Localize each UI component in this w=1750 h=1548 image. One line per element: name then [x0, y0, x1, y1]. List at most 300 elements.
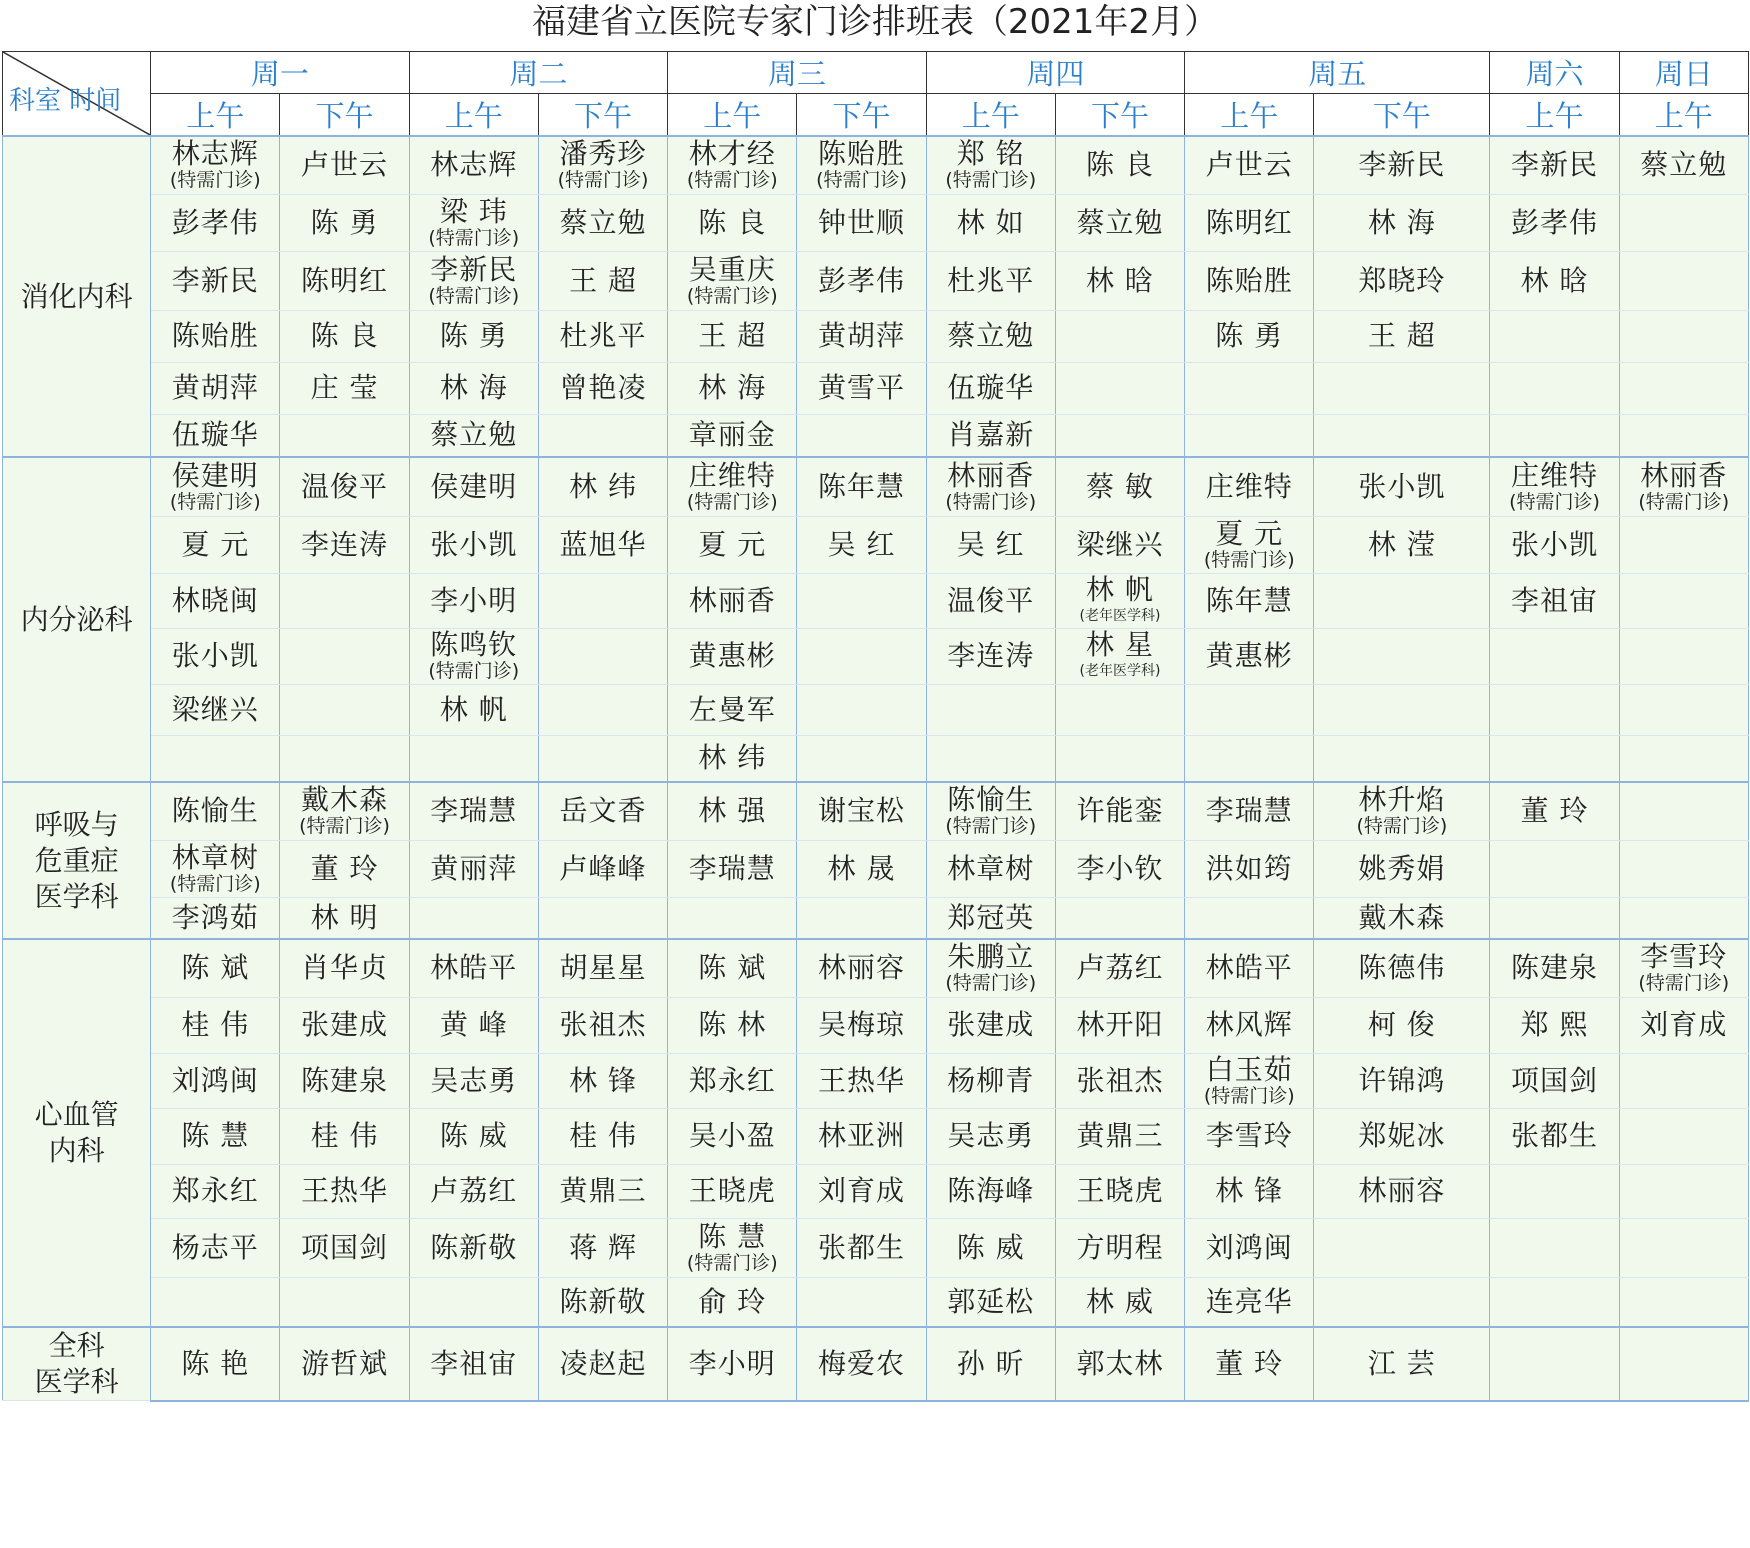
doctor-name: 桂 伟: [310, 1119, 379, 1152]
doctor-name: 刘育成: [817, 1174, 905, 1207]
schedule-row: [3, 136, 1749, 194]
clinic-note: (特需门诊): [686, 1251, 778, 1274]
doctor-cell: [668, 840, 797, 897]
doctor-name: 伍璇华: [171, 418, 259, 452]
doctor-cell: [1055, 1277, 1184, 1327]
doctor-cell: [1055, 516, 1184, 573]
doctor-name: 吴志勇: [430, 1063, 518, 1097]
doctor-cell: [668, 628, 797, 684]
doctor-cell: [409, 782, 538, 840]
doctor-name: 李祖宙: [430, 1346, 518, 1380]
doctor-cell: [1619, 573, 1748, 628]
doctor-cell: [797, 1277, 926, 1327]
doctor-cell: [409, 840, 538, 897]
doctor-name: 郑永红: [171, 1174, 259, 1207]
doctor-name: 陈建泉: [1511, 951, 1599, 985]
doctor-cell: [1619, 1277, 1748, 1327]
doctor-name: 张建成: [947, 1008, 1035, 1041]
doctor-name: 林 晗: [1086, 263, 1154, 297]
schedule-row: [3, 684, 1749, 735]
doctor-cell: [797, 457, 926, 516]
doctor-name: 伍璇华: [947, 371, 1035, 404]
doctor-cell: [1619, 136, 1748, 194]
doctor-name: 陈新敬: [559, 1284, 647, 1318]
doctor-cell: [797, 194, 926, 251]
doctor-cell: [151, 939, 280, 997]
doctor-name: 杜兆平: [559, 319, 647, 352]
doctor-cell: [1314, 684, 1490, 735]
doctor-name: 王 超: [698, 319, 767, 352]
doctor-name: 董 玲: [310, 851, 379, 885]
doctor-cell: [1490, 840, 1619, 897]
clinic-note: (特需门诊): [428, 284, 520, 307]
doctor-name: 李瑞慧: [1205, 794, 1293, 828]
doctor-name: 林 明: [310, 900, 379, 934]
doctor-name: 白玉茹: [1205, 1053, 1293, 1086]
doctor-name: 李鸿茹: [171, 900, 259, 934]
doctor-name: 夏 元: [698, 527, 767, 561]
doctor-name: 林 帆: [439, 692, 508, 726]
doctor-cell: [1619, 1164, 1748, 1218]
corner-label: [9, 80, 121, 117]
doctor-cell: [538, 136, 667, 194]
doctor-cell: [797, 684, 926, 735]
doctor-cell: [1185, 251, 1314, 310]
doctor-cell: [1055, 1218, 1184, 1277]
doctor-cell: [151, 414, 280, 457]
doctor-name: 吴 红: [956, 527, 1025, 561]
clinic-note: (特需门诊): [557, 169, 649, 192]
doctor-cell: [409, 516, 538, 573]
doctor-name: 姚秀娟: [1358, 851, 1446, 885]
doctor-cell: [280, 1053, 409, 1108]
doctor-name: 林 锋: [569, 1063, 637, 1097]
doctor-name: 陈 勇: [439, 319, 508, 352]
doctor-cell: [409, 136, 538, 194]
doctor-cell: [409, 251, 538, 310]
doctor-name: 陈贻胜: [1205, 263, 1293, 297]
doctor-cell: [1314, 516, 1490, 573]
doctor-cell: [280, 782, 409, 840]
clinic-note: (特需门诊): [686, 284, 778, 307]
doctor-cell: [1619, 897, 1748, 939]
doctor-cell: [1490, 1164, 1619, 1218]
doctor-cell: [1619, 782, 1748, 840]
doctor-name: 陈 良: [310, 319, 379, 352]
doctor-cell: [1619, 310, 1748, 362]
doctor-cell: [1185, 194, 1314, 251]
schedule-table: [2, 51, 1749, 1402]
doctor-cell: [1619, 628, 1748, 684]
doctor-name: 陈 慧: [698, 1219, 767, 1253]
doctor-cell: [797, 573, 926, 628]
doctor-cell: [151, 310, 280, 362]
doctor-name: 温俊平: [947, 583, 1035, 617]
doctor-cell: [1314, 1108, 1490, 1164]
doctor-name: 陈年慧: [817, 469, 905, 503]
doctor-name: 张小凯: [171, 639, 259, 672]
doctor-cell: [1314, 414, 1490, 457]
doctor-cell: [1314, 840, 1490, 897]
doctor-cell: [280, 516, 409, 573]
doctor-cell: [1314, 310, 1490, 362]
doctor-cell: [1055, 310, 1184, 362]
doctor-cell: [668, 251, 797, 310]
doctor-name: 林风辉: [1205, 1008, 1293, 1041]
doctor-name: 林 锋: [1215, 1174, 1284, 1207]
doctor-name: 卢荔红: [1076, 951, 1164, 985]
doctor-cell: [1314, 573, 1490, 628]
session-header: 下午: [280, 94, 409, 137]
corner-time-label: 时间: [69, 86, 122, 116]
doctor-cell: [280, 194, 409, 251]
clinic-note: (特需门诊): [1638, 490, 1730, 513]
doctor-cell: [797, 310, 926, 362]
doctor-name: 张小凯: [1511, 527, 1599, 561]
doctor-name: 张都生: [1511, 1119, 1599, 1152]
doctor-name: 林 纬: [569, 469, 637, 503]
doctor-cell: [538, 997, 667, 1053]
doctor-cell: [538, 573, 667, 628]
doctor-cell: [668, 1277, 797, 1327]
doctor-cell: [926, 1108, 1055, 1164]
doctor-name: 陈明红: [301, 263, 389, 297]
doctor-cell: [538, 1108, 667, 1164]
doctor-cell: [1314, 628, 1490, 684]
doctor-cell: [1055, 136, 1184, 194]
clinic-note: (特需门诊): [945, 490, 1037, 513]
doctor-name: 吴志勇: [947, 1119, 1035, 1152]
doctor-cell: [151, 628, 280, 684]
doctor-name: 李小明: [688, 1346, 776, 1380]
doctor-cell: [926, 1164, 1055, 1218]
clinic-note: (特需门诊): [428, 226, 520, 249]
day-header: 周日: [1619, 52, 1748, 94]
doctor-name: 张都生: [817, 1230, 905, 1264]
doctor-cell: [280, 1218, 409, 1277]
session-header: 上午: [1185, 94, 1314, 137]
doctor-cell: [1185, 457, 1314, 516]
doctor-cell: [1619, 1218, 1748, 1277]
doctor-name: 庄 莹: [310, 371, 379, 404]
doctor-cell: [668, 573, 797, 628]
doctor-cell: [926, 1327, 1055, 1401]
doctor-cell: [1055, 457, 1184, 516]
doctor-cell: [1055, 194, 1184, 251]
schedule-row: [3, 516, 1749, 573]
doctor-cell: [151, 1108, 280, 1164]
clinic-note: (特需门诊): [1638, 972, 1730, 995]
doctor-cell: [1055, 251, 1184, 310]
doctor-cell: [538, 1277, 667, 1327]
schedule-title: 福建省立医院专家门诊排班表（2021年2月）: [531, 2, 1219, 42]
doctor-name: 郑 熙: [1520, 1008, 1589, 1041]
doctor-cell: [1490, 735, 1619, 782]
doctor-name: 吴重庆: [688, 252, 776, 286]
doctor-cell: [151, 782, 280, 840]
doctor-cell: [538, 251, 667, 310]
clinic-note: (特需门诊): [816, 169, 907, 192]
doctor-cell: [1055, 782, 1184, 840]
doctor-name: 李瑞慧: [430, 794, 518, 828]
doctor-cell: [797, 897, 926, 939]
doctor-cell: [668, 1108, 797, 1164]
doctor-cell: [1185, 310, 1314, 362]
schedule-row: [3, 782, 1749, 840]
doctor-cell: [409, 573, 538, 628]
doctor-cell: [151, 362, 280, 414]
doctor-name: 林 威: [1086, 1284, 1154, 1318]
doctor-cell: [1314, 782, 1490, 840]
doctor-name: 张建成: [301, 1008, 389, 1041]
doctor-name: 陈 威: [439, 1119, 508, 1152]
doctor-cell: [1185, 782, 1314, 840]
doctor-cell: [1055, 414, 1184, 457]
doctor-cell: [409, 1327, 538, 1401]
doctor-cell: [1619, 684, 1748, 735]
day-header: 周六: [1490, 52, 1619, 94]
schedule-row: [3, 840, 1749, 897]
doctor-cell: [1490, 1218, 1619, 1277]
doctor-cell: [797, 782, 926, 840]
doctor-cell: [926, 997, 1055, 1053]
doctor-name: 左曼军: [688, 692, 776, 726]
doctor-cell: [1314, 939, 1490, 997]
doctor-cell: [151, 457, 280, 516]
doctor-cell: [1055, 735, 1184, 782]
doctor-cell: [151, 1218, 280, 1277]
session-header: 下午: [1314, 94, 1490, 137]
doctor-name: 彭孝伟: [1511, 205, 1599, 239]
doctor-name: 张祖杰: [1076, 1063, 1164, 1097]
day-header: 周二: [409, 52, 667, 94]
doctor-cell: [1055, 362, 1184, 414]
doctor-name: 蔡立勉: [430, 418, 518, 452]
doctor-cell: [1314, 136, 1490, 194]
doctor-name: 章丽金: [688, 418, 776, 452]
doctor-name: 郭延松: [947, 1284, 1035, 1318]
doctor-name: 卢峰峰: [559, 851, 647, 885]
doctor-cell: [538, 782, 667, 840]
doctor-name: 朱鹏立: [947, 940, 1035, 974]
doctor-cell: [668, 516, 797, 573]
doctor-name: 黄雪平: [817, 371, 905, 404]
doctor-name: 陈 艳: [181, 1346, 250, 1380]
doctor-cell: [797, 840, 926, 897]
doctor-name: 李祖宙: [1511, 583, 1599, 617]
doctor-cell: [1619, 997, 1748, 1053]
doctor-cell: [538, 939, 667, 997]
doctor-name: 陈新敬: [430, 1230, 518, 1264]
doctor-cell: [409, 194, 538, 251]
doctor-name: 李瑞慧: [688, 851, 776, 885]
clinic-note: (特需门诊): [686, 490, 778, 513]
doctor-cell: [1185, 1327, 1314, 1401]
doctor-name: 林志辉: [171, 137, 259, 171]
doctor-name: 项国剑: [1511, 1063, 1599, 1097]
doctor-cell: [1055, 997, 1184, 1053]
header-corner: [3, 52, 151, 137]
doctor-cell: [926, 684, 1055, 735]
doctor-cell: [1055, 1164, 1184, 1218]
clinic-note: (特需门诊): [1509, 490, 1600, 513]
doctor-cell: [1185, 735, 1314, 782]
doctor-cell: [280, 939, 409, 997]
doctor-name: 林 海: [439, 371, 508, 404]
schedule-row: [3, 897, 1749, 939]
doctor-cell: [1490, 251, 1619, 310]
doctor-cell: [409, 735, 538, 782]
doctor-name: 李新民: [1358, 148, 1446, 182]
doctor-name: 林 海: [698, 371, 767, 404]
doctor-name: 林 纬: [698, 741, 767, 775]
doctor-cell: [1490, 310, 1619, 362]
doctor-name: 林 滢: [1367, 527, 1436, 561]
doctor-name: 连亮华: [1205, 1284, 1293, 1318]
doctor-name: 李雪玲: [1640, 940, 1728, 974]
doctor-cell: [1185, 1218, 1314, 1277]
doctor-cell: [668, 782, 797, 840]
doctor-cell: [668, 457, 797, 516]
doctor-name: 夏 元: [1215, 516, 1284, 550]
doctor-name: 陈 斌: [181, 951, 250, 985]
doctor-cell: [926, 362, 1055, 414]
doctor-name: 林丽香: [688, 583, 776, 617]
doctor-cell: [668, 684, 797, 735]
doctor-cell: [280, 1108, 409, 1164]
doctor-cell: [668, 1053, 797, 1108]
doctor-cell: [1055, 684, 1184, 735]
doctor-cell: [151, 251, 280, 310]
doctor-name: 陈海峰: [947, 1174, 1035, 1207]
schedule-row: [3, 194, 1749, 251]
doctor-cell: [1055, 573, 1184, 628]
doctor-cell: [1185, 897, 1314, 939]
doctor-cell: [538, 362, 667, 414]
doctor-name: 陈年慧: [1205, 583, 1293, 617]
doctor-cell: [1185, 136, 1314, 194]
doctor-name: 梁继兴: [171, 692, 259, 726]
doctor-cell: [151, 684, 280, 735]
doctor-name: 陈 勇: [310, 205, 379, 239]
doctor-cell: [280, 1327, 409, 1401]
doctor-cell: [1619, 840, 1748, 897]
doctor-cell: [926, 1053, 1055, 1108]
doctor-name: 陈愉生: [171, 794, 259, 828]
doctor-name: 王晓虎: [1076, 1174, 1164, 1207]
doctor-cell: [538, 194, 667, 251]
schedule-row: [3, 1053, 1749, 1108]
doctor-cell: [1490, 782, 1619, 840]
doctor-cell: [409, 1053, 538, 1108]
doctor-name: 黄胡萍: [817, 319, 905, 352]
doctor-name: 洪如筠: [1205, 851, 1293, 885]
doctor-cell: [538, 414, 667, 457]
doctor-cell: [797, 136, 926, 194]
doctor-name: 李连涛: [301, 527, 389, 561]
doctor-name: 林皓平: [430, 951, 518, 985]
doctor-cell: [1490, 1277, 1619, 1327]
doctor-name: 李新民: [1511, 148, 1599, 182]
doctor-cell: [797, 516, 926, 573]
doctor-cell: [151, 194, 280, 251]
clinic-note: (特需门诊): [945, 972, 1037, 995]
doctor-name: 林志辉: [430, 148, 518, 182]
doctor-cell: [280, 1164, 409, 1218]
doctor-cell: [1185, 1053, 1314, 1108]
doctor-name: 桂 伟: [181, 1008, 250, 1041]
clinic-note: (特需门诊): [169, 872, 261, 895]
doctor-name: 卢世云: [1205, 148, 1293, 182]
doctor-cell: [668, 310, 797, 362]
schedule-row: [3, 628, 1749, 684]
doctor-cell: [280, 457, 409, 516]
doctor-name: 陈德伟: [1358, 951, 1446, 985]
doctor-name: 郑冠英: [947, 900, 1035, 934]
doctor-name: 桂 伟: [569, 1119, 637, 1152]
doctor-cell: [151, 1164, 280, 1218]
doctor-cell: [280, 735, 409, 782]
doctor-name: 林 强: [698, 794, 767, 828]
doctor-cell: [1185, 362, 1314, 414]
doctor-cell: [926, 897, 1055, 939]
schedule-row: [3, 997, 1749, 1053]
doctor-cell: [409, 897, 538, 939]
doctor-cell: [1619, 1053, 1748, 1108]
doctor-cell: [1055, 1053, 1184, 1108]
doctor-cell: [1619, 735, 1748, 782]
schedule-row: [3, 1218, 1749, 1277]
doctor-name: 王 超: [1367, 319, 1436, 352]
doctor-cell: [1314, 735, 1490, 782]
doctor-name: 孙 昕: [956, 1346, 1025, 1380]
corner-dept-label: 科室: [9, 86, 62, 116]
doctor-cell: [538, 897, 667, 939]
doctor-cell: [668, 136, 797, 194]
doctor-cell: [1314, 1327, 1490, 1401]
doctor-name: 林 星: [1086, 628, 1154, 661]
clinic-note: (特需门诊): [945, 815, 1037, 838]
doctor-cell: [1619, 1108, 1748, 1164]
doctor-name: 陈明红: [1205, 205, 1293, 239]
session-header: 上午: [151, 94, 280, 137]
doctor-name: 吴 红: [827, 527, 896, 561]
doctor-name: 梁 玮: [439, 194, 508, 228]
doctor-name: 杨志平: [171, 1230, 259, 1264]
clinic-note: (特需门诊): [299, 815, 390, 838]
doctor-cell: [280, 414, 409, 457]
doctor-name: 吴梅琼: [817, 1008, 905, 1041]
doctor-name: 张祖杰: [559, 1008, 647, 1041]
schedule-row: [3, 1108, 1749, 1164]
doctor-cell: [1055, 1108, 1184, 1164]
doctor-name: 张小凯: [430, 527, 518, 561]
doctor-cell: [797, 1053, 926, 1108]
doctor-name: 蔡立勉: [559, 205, 647, 239]
doctor-cell: [409, 1277, 538, 1327]
doctor-cell: [668, 939, 797, 997]
doctor-cell: [1490, 1053, 1619, 1108]
department-name: 全科 医学科: [3, 1327, 151, 1401]
doctor-cell: [1619, 457, 1748, 516]
doctor-name: 林 晟: [827, 851, 896, 885]
doctor-name: 彭孝伟: [171, 205, 259, 239]
doctor-name: 黄鼎三: [1076, 1119, 1164, 1152]
doctor-name: 卢世云: [301, 148, 389, 182]
doctor-name: 郭太林: [1076, 1346, 1164, 1380]
doctor-name: 庄维特: [1205, 469, 1293, 503]
doctor-name: 蓝旭华: [559, 527, 647, 561]
